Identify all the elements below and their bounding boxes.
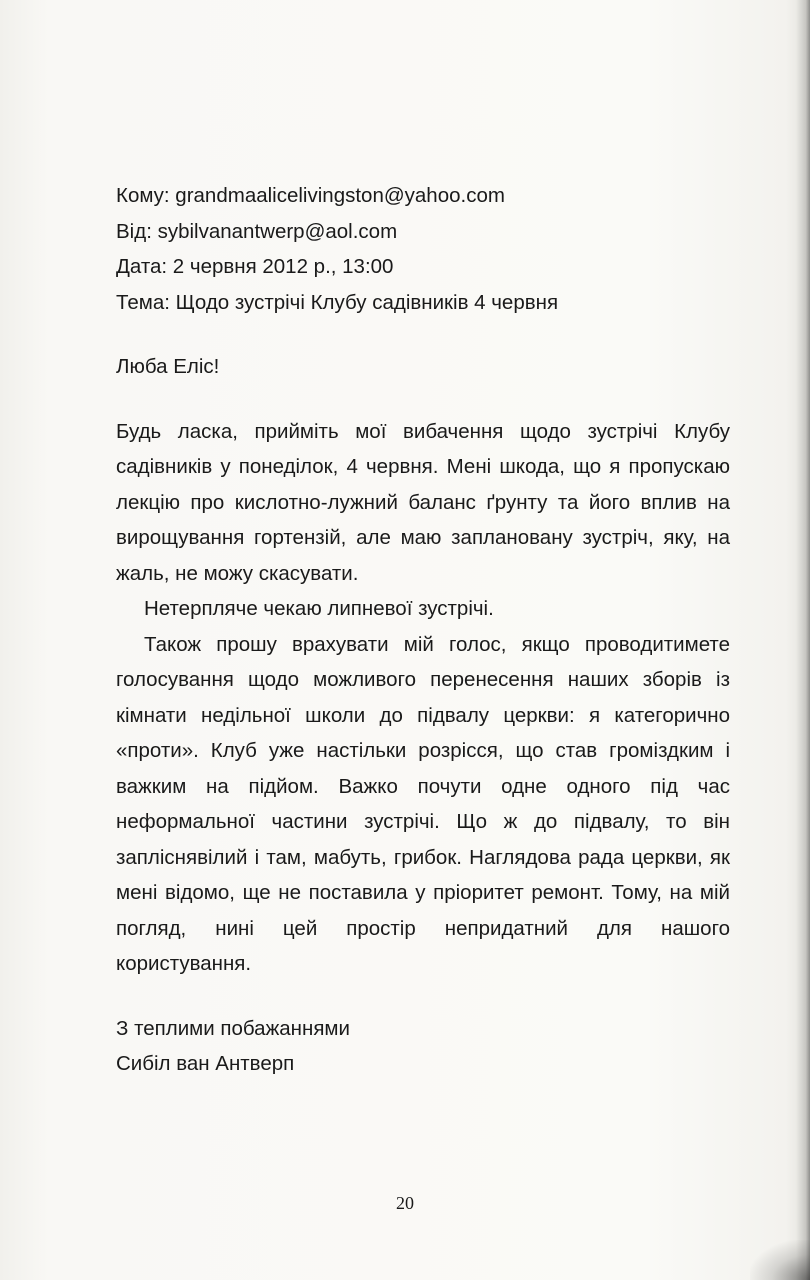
email-subject-line: Тема: Щодо зустрічі Клубу садівників 4 червня: [116, 290, 559, 314]
page-corner-shadow: [750, 1240, 810, 1280]
email-letter: [116, 178, 730, 1082]
email-from-line: Від: sybilvanantwerp@aol.com: [116, 219, 398, 243]
email-to-line: Кому: grandmaalicelivingston@yahoo.com: [116, 184, 505, 207]
letter-paragraph: Нетерпляче чекаю липневої зустрічі.: [144, 597, 494, 620]
letter-closing-block: [116, 1011, 730, 1082]
letter-salutation: Люба Еліс!: [116, 355, 220, 378]
page-number: 20: [396, 1193, 414, 1213]
letter-closing: З теплими побажаннями: [116, 1016, 350, 1040]
page-edge-shadow: [796, 0, 810, 1280]
letter-signature: Сибіл ван Антверп: [116, 1052, 295, 1075]
email-date-line: Дата: 2 червня 2012 р., 13:00: [116, 255, 394, 278]
letter-body: [116, 414, 730, 982]
email-header: [116, 178, 730, 320]
letter-paragraph: Будь ласка, прийміть мої вибачення щодо зустрічі Клубу садівників у понеділок, 4 червня. Мені шкода, що я пропускаю лекцію про кислотно-лужний баланс ґрунту та його вплив на вирощування гортензій, але маю заплановану зустріч, яку, на жаль, не можу скасувати.: [116, 419, 730, 585]
letter-paragraph: Також прошу врахувати мій голос, якщо проводитимете голосування щодо можливого перенесення наших зборів із кімнати недільної школи до підвалу церкви: я категорично «проти». Клуб уже настільки розрісся, що став громіздким і важким на підйом. Важко почути одне одного під час неформальної частини зустрічі. Що ж до підвалу, то він запліснявілий і там, мабуть, грибок. Наглядова рада церкви, як мені відомо, ще не поставила у пріоритет ремонт. Тому, на мій погляд, нині цей простір непридатний для нашого користування.: [116, 632, 730, 975]
